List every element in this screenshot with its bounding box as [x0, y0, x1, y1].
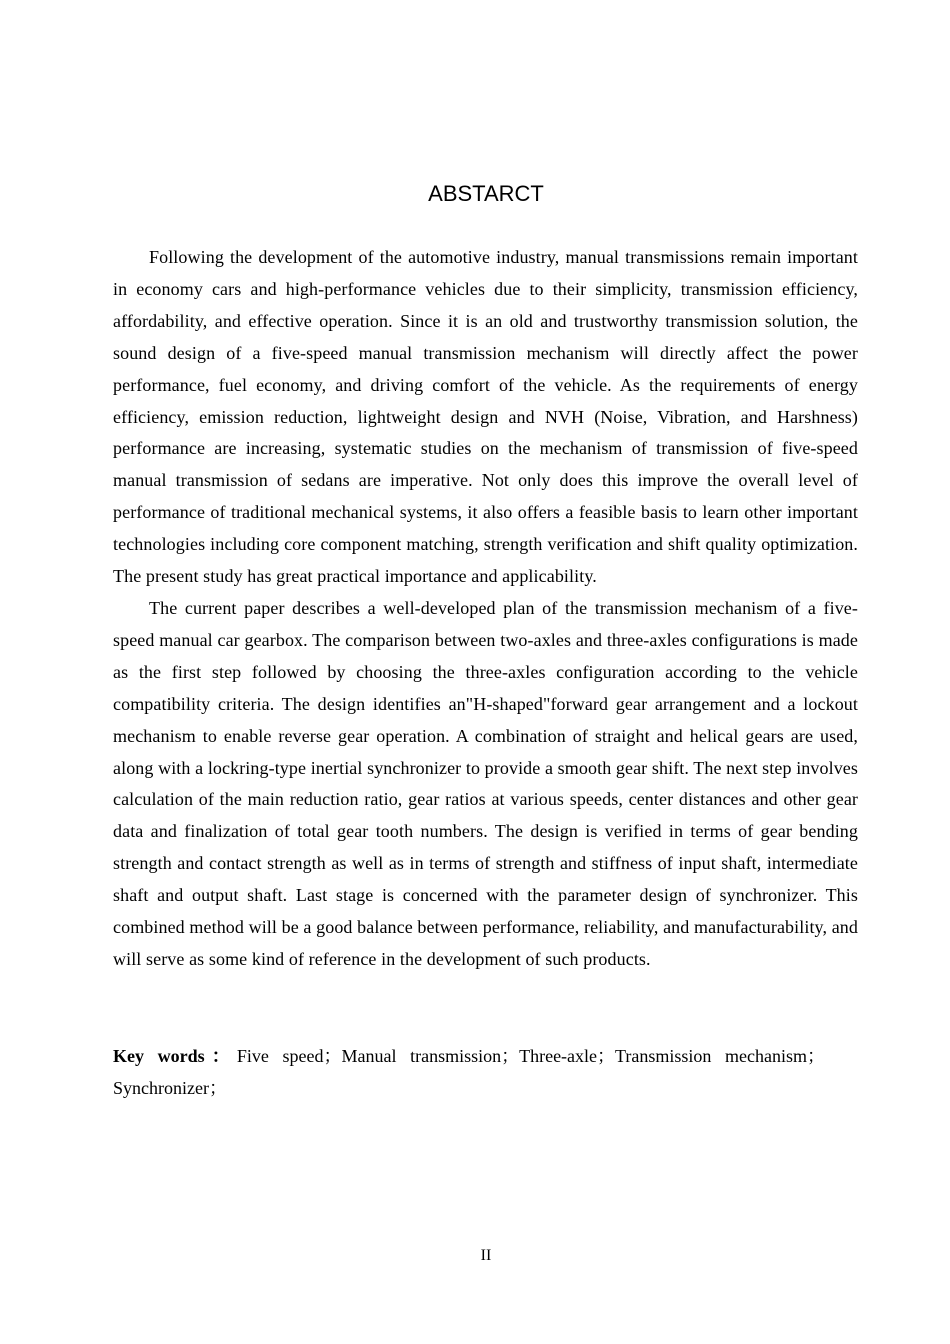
keywords-label: Key words： [113, 1046, 237, 1066]
abstract-body [113, 242, 858, 976]
keywords-section [113, 1040, 825, 1104]
abstract-title: ABSTARCT [428, 181, 544, 206]
keywords-list: Five speed；Manual transmission；Three-axle；Transmission mechanism；Synchronizer； [113, 1046, 825, 1098]
abstract-paragraph-2: The current paper describes a well-developed plan of the transmission mechanism of a five-speed manual car gearbox. The comparison between two-axles and three-axles configurations is made as the first step followed by choosing the three-axles configuration according to the vehicle compatibility criteria. The design identifies an"H-shaped"forward gear arrangement and a lockout mechanism to enable reverse gear operation. A combination of straight and helical gears are used, along with a lockring-type inertial synchronizer to provide a smooth gear shift. The next step involves calculation of the main reduction ratio, gear ratios at various speeds, center distances and other gear data and finalization of total gear tooth numbers. The design is verified in terms of gear bending strength and contact strength as well as in terms of strength and stiffness of input shaft, intermediate shaft and output shaft. Last stage is concerned with the parameter design of synchronizer. This combined method will be a good balance between performance, reliability, and manufacturability, and will serve as some kind of reference in the development of such products. [113, 597, 858, 969]
abstract-paragraph-1: Following the development of the automotive industry, manual transmissions remain important in economy cars and high-performance vehicles due to their simplicity, transmission efficiency, affordability, and effective operation. Since it is an old and trustworthy transmission solution, the sound design of a five-speed manual transmission mechanism will directly affect the power performance, fuel economy, and driving comfort of the vehicle. As the requirements of energy efficiency, emission reduction, lightweight design and NVH (Noise, Vibration, and Harshness) performance are increasing, systematic studies on the mechanism of transmission of five-speed manual transmission of sedans are imperative. Not only does this improve the overall level of performance of traditional mechanical systems, it also offers a feasible basis to learn other important technologies including core component matching, strength verification and shift quality optimization. The present study has great practical importance and applicability. [113, 247, 858, 587]
page-number: II [480, 1247, 492, 1264]
